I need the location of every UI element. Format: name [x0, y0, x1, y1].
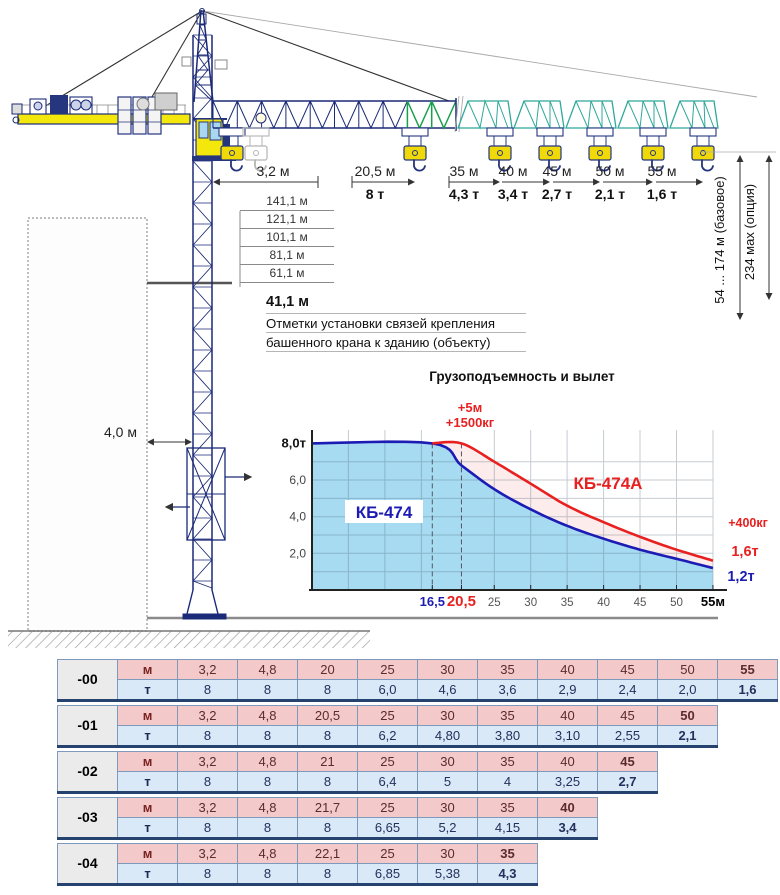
load-table-group--02: [57, 751, 658, 794]
tie-note-line1: Отметки установки связей крепления: [266, 314, 526, 333]
radius-cell: 21,7: [298, 798, 358, 818]
hoist-winch: [50, 95, 68, 114]
radius-cell: 20: [298, 660, 358, 680]
radius-cell: 25: [358, 752, 418, 772]
radius-cell: 35: [478, 706, 538, 726]
capacity-cell: 8: [238, 772, 298, 793]
capacity-cell: 8: [238, 818, 298, 839]
y-tick-label: 8,0т: [281, 435, 306, 451]
height-base-label: 54 ... 174 м (базовое): [712, 176, 727, 304]
unit-t: т: [118, 680, 178, 701]
x-tick-label: 55м: [700, 594, 725, 609]
tie-level: 121,1 м: [240, 211, 334, 229]
y-tick-label: 4,0: [289, 509, 306, 524]
y-tick-label: 6,0: [289, 473, 306, 488]
radius-cell: 45: [598, 706, 658, 726]
capacity-cell: 8: [238, 864, 298, 885]
radius-cell: 35: [478, 798, 538, 818]
first-tie-level: 41,1 м: [266, 294, 526, 314]
hook: [402, 128, 428, 171]
unit-m: м: [118, 660, 178, 680]
capacity-cell: 8: [178, 772, 238, 793]
config-index: -00: [58, 660, 118, 701]
config-index: -01: [58, 706, 118, 747]
radius-cell: 3,2: [178, 844, 238, 864]
capacity-cell: 6,85: [358, 864, 418, 885]
tie-note: [266, 294, 526, 352]
unit-t: т: [118, 818, 178, 839]
height-option-label: 234 мах (опция): [742, 183, 757, 281]
capacity-cell: 4,6: [418, 680, 478, 701]
radius-cell: 20,5: [298, 706, 358, 726]
radius-cell: 4,8: [238, 660, 298, 680]
hook: [219, 128, 245, 171]
radius-cell: 25: [358, 844, 418, 864]
radius-cell: 30: [418, 660, 478, 680]
annotation-plus-1500kg: +1500кг: [445, 415, 495, 430]
radius-label: 45 м: [542, 163, 572, 179]
capacity-cell: 8: [298, 864, 358, 885]
x-tick-label: 45: [633, 597, 647, 609]
radius-cell: 22,1: [298, 844, 358, 864]
radius-cell: 30: [418, 752, 478, 772]
radius-cell: 4,8: [238, 844, 298, 864]
x-tick-label: 35: [560, 597, 574, 609]
capacity-cell: 3,4: [538, 818, 598, 839]
x-tick-label: 50: [670, 597, 683, 609]
series-label-kb474: КБ-474: [355, 503, 413, 522]
radius-cell: 25: [358, 706, 418, 726]
capacity-label: 1,6 т: [646, 186, 678, 202]
jib: [213, 96, 718, 132]
series-label-kb474a: КБ-474А: [573, 474, 643, 493]
capacity-cell: 8: [298, 818, 358, 839]
radius-cell: 30: [418, 798, 478, 818]
capacity-cell: 2,9: [538, 680, 598, 701]
capacity-cell: 6,0: [358, 680, 418, 701]
capacity-cell: 4,3: [478, 864, 538, 885]
config-index: -04: [58, 844, 118, 885]
unit-t: т: [118, 864, 178, 885]
capacity-cell: 4: [478, 772, 538, 793]
tie-level: 81,1 м: [240, 247, 334, 265]
series-end-label-kb474a: 1,6т: [731, 544, 759, 560]
capacity-cell: 8: [238, 680, 298, 701]
radius-label: 50 м: [595, 163, 625, 179]
capacity-cell: 8: [298, 726, 358, 747]
radius-cell: 50: [658, 660, 718, 680]
capacity-cell: 2,7: [598, 772, 658, 793]
series-end-label-kb474: 1,2т: [727, 569, 755, 585]
unit-m: м: [118, 844, 178, 864]
wall-distance-label: 4,0 м: [104, 424, 137, 440]
x-tick-label: 40: [597, 597, 610, 609]
min-radius-label: 3,2 м: [256, 163, 290, 179]
capacity-label: 8 т: [365, 186, 385, 202]
capacity-cell: 5,2: [418, 818, 478, 839]
tower-head: [182, 9, 227, 103]
radius-cell: 30: [418, 844, 478, 864]
capacity-cell: 6,4: [358, 772, 418, 793]
capacity-cell: 4,15: [478, 818, 538, 839]
capacity-cell: 8: [238, 726, 298, 747]
radius-cell: 3,2: [178, 752, 238, 772]
radius-cell: 45: [598, 660, 658, 680]
capacity-cell: 2,4: [598, 680, 658, 701]
radius-cell: 55: [718, 660, 778, 680]
annotation-plus-5m: +5м: [457, 400, 483, 415]
capacity-cell: 5: [418, 772, 478, 793]
x-tick-label: 20,5: [446, 593, 477, 610]
radius-cell: 40: [538, 660, 598, 680]
capacity-label: 2,1 т: [594, 186, 626, 202]
unit-t: т: [118, 726, 178, 747]
radius-cell: 35: [478, 660, 538, 680]
load-table: [57, 659, 778, 889]
radius-cell: 3,2: [178, 798, 238, 818]
radius-cell: 3,2: [178, 660, 238, 680]
chart-title: Грузоподъемность и вылет: [429, 369, 615, 384]
load-table-group--01: [57, 705, 718, 748]
capacity-label: 2,7 т: [541, 186, 573, 202]
config-index: -02: [58, 752, 118, 793]
radius-cell: 21: [298, 752, 358, 772]
radius-label: 20,5 м: [354, 163, 396, 179]
capacity-cell: 8: [178, 818, 238, 839]
capacity-label: 4,3 т: [448, 186, 480, 202]
capacity-cell: 3,80: [478, 726, 538, 747]
tie-level: 61,1 м: [240, 265, 334, 283]
capacity-cell: 1,6: [718, 680, 778, 701]
load-table-group--03: [57, 797, 598, 840]
capacity-cell: 8: [178, 726, 238, 747]
radius-label: 35 м: [449, 163, 479, 179]
capacity-cell: 5,38: [418, 864, 478, 885]
load-table-group--00: [57, 659, 778, 702]
radius-cell: 50: [658, 706, 718, 726]
radius-cell: 40: [538, 798, 598, 818]
tie-note-line2: башенного крана к зданию (объекту): [266, 333, 526, 352]
x-tick-label: 25: [487, 597, 501, 609]
config-index: -03: [58, 798, 118, 839]
annotation-plus-400kg: +400кг: [728, 516, 768, 530]
capacity-cell: 2,55: [598, 726, 658, 747]
radius-cell: 40: [538, 706, 598, 726]
tie-level: 101,1 м: [240, 229, 334, 247]
radius-label: 40 м: [498, 163, 528, 179]
jib-extension-ghosts: [458, 101, 718, 128]
x-tick-label: 16,5: [419, 594, 445, 609]
y-tick-label: 2,0: [289, 546, 306, 561]
radius-cell: 25: [358, 660, 418, 680]
capacity-cell: 4,80: [418, 726, 478, 747]
unit-t: т: [118, 772, 178, 793]
capacity-cell: 3,6: [478, 680, 538, 701]
unit-m: м: [118, 706, 178, 726]
radius-cell: 3,2: [178, 706, 238, 726]
radius-cell: 35: [478, 752, 538, 772]
radius-cell: 40: [538, 752, 598, 772]
radius-cell: 45: [598, 752, 658, 772]
radius-cell: 25: [358, 798, 418, 818]
capacity-label: 3,4 т: [497, 186, 529, 202]
capacity-cell: 6,65: [358, 818, 418, 839]
capacity-cell: 2,0: [658, 680, 718, 701]
tie-level: 141,1 м: [240, 193, 334, 211]
capacity-cell: 8: [298, 772, 358, 793]
radius-label: 55 м: [647, 163, 677, 179]
radius-cell: 4,8: [238, 798, 298, 818]
capacity-cell: 8: [298, 680, 358, 701]
unit-m: м: [118, 752, 178, 772]
capacity-cell: 3,10: [538, 726, 598, 747]
counter-jib: [12, 93, 190, 134]
radius-cell: 4,8: [238, 752, 298, 772]
capacity-cell: 8: [178, 680, 238, 701]
x-tick-label: 30: [524, 597, 538, 609]
load-capacity-chart: [270, 390, 780, 625]
radius-cell: 4,8: [238, 706, 298, 726]
radius-cell: 35: [478, 844, 538, 864]
capacity-cell: 2,1: [658, 726, 718, 747]
unit-m: м: [118, 798, 178, 818]
capacity-cell: 3,25: [538, 772, 598, 793]
capacity-cell: 6,2: [358, 726, 418, 747]
radius-cell: 30: [418, 706, 478, 726]
load-table-group--04: [57, 843, 538, 886]
capacity-cell: 8: [178, 864, 238, 885]
